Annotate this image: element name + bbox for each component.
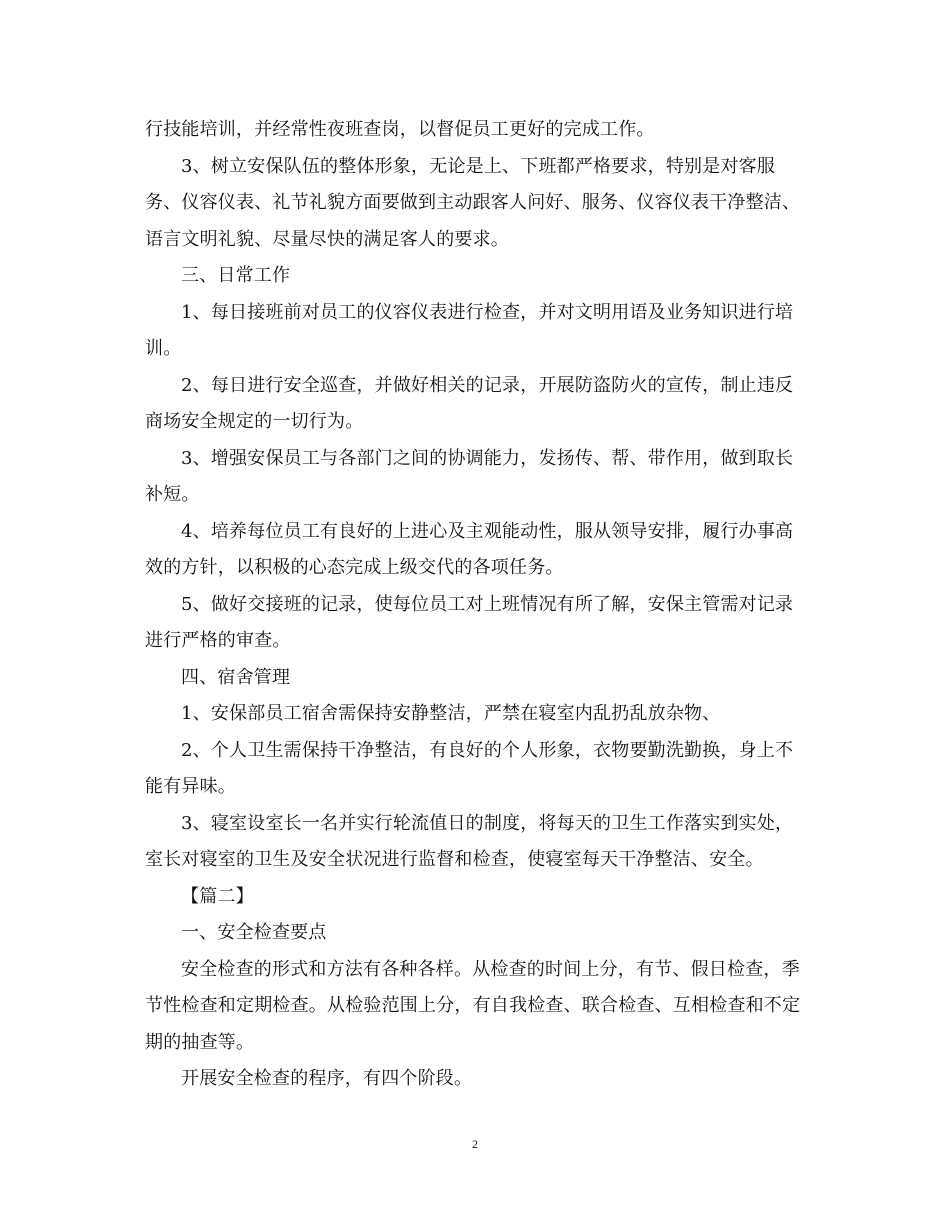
part-heading: 【篇二】 bbox=[181, 885, 254, 907]
paragraph-item: 3、增强安保员工与各部门之间的协调能力，发扬传、帮、带作用，做到取长补短。 bbox=[145, 447, 794, 505]
paragraph-item: 3、寝室设室长一名并实行轮流值日的制度，将每天的卫生工作落实到实处，室长对寝室的卫生及安全状况进行监督和检查，使寝室每天干净整洁、安全。 bbox=[145, 812, 794, 870]
paragraph-item: 开展安全检查的程序，有四个阶段。 bbox=[181, 1068, 473, 1089]
paragraph-item: 2、每日进行安全巡查，并做好相关的记录，开展防盗防火的宣传，制止违反商场安全规定的一切行为。 bbox=[145, 374, 794, 432]
section-heading: 四、宿舍管理 bbox=[181, 666, 291, 688]
document-body bbox=[145, 112, 805, 1098]
page-number: 2 bbox=[472, 1137, 478, 1151]
paragraph-item: 2、个人卫生需保持干净整洁，有良好的个人形象，衣物要勤洗勤换，身上不能有异味。 bbox=[145, 739, 794, 797]
paragraph-item: 5、做好交接班的记录，使每位员工对上班情况有所了解，安保主管需对记录进行严格的审查。 bbox=[145, 593, 794, 651]
section-heading: 三、日常工作 bbox=[181, 265, 291, 286]
section-heading: 一、安全检查要点 bbox=[181, 922, 327, 943]
paragraph-item: 1、每日接班前对员工的仪容仪表进行检查，并对文明用语及业务知识进行培训。 bbox=[145, 301, 794, 359]
paragraph-item: 1、安保部员工宿舍需保持安静整洁，严禁在寝室内乱扔乱放杂物、 bbox=[181, 703, 721, 724]
paragraph-continuation: 行技能培训，并经常性夜班查岗，以督促员工更好的完成工作。 bbox=[145, 119, 655, 140]
paragraph-item: 安全检查的形式和方法有各种各样。从检查的时间上分，有节、假日检查，季节性检查和定期检查。从检验范围上分，有自我检查、联合检查、互相检查和不定期的抽查等。 bbox=[145, 958, 801, 1053]
paragraph-item: 4、培养每位员工有良好的上进心及主观能动性，服从领导安排，履行办事高效的方针，以积极的心态完成上级交代的各项任务。 bbox=[145, 520, 794, 578]
paragraph-item: 3、树立安保队伍的整体形象，无论是上、下班都严格要求，特别是对客服务、仪容仪表、礼节礼貌方面要做到主动跟客人问好、服务、仪容仪表干净整洁、语言文明礼貌、尽量尽快的满足客人的要求。 bbox=[145, 155, 801, 250]
